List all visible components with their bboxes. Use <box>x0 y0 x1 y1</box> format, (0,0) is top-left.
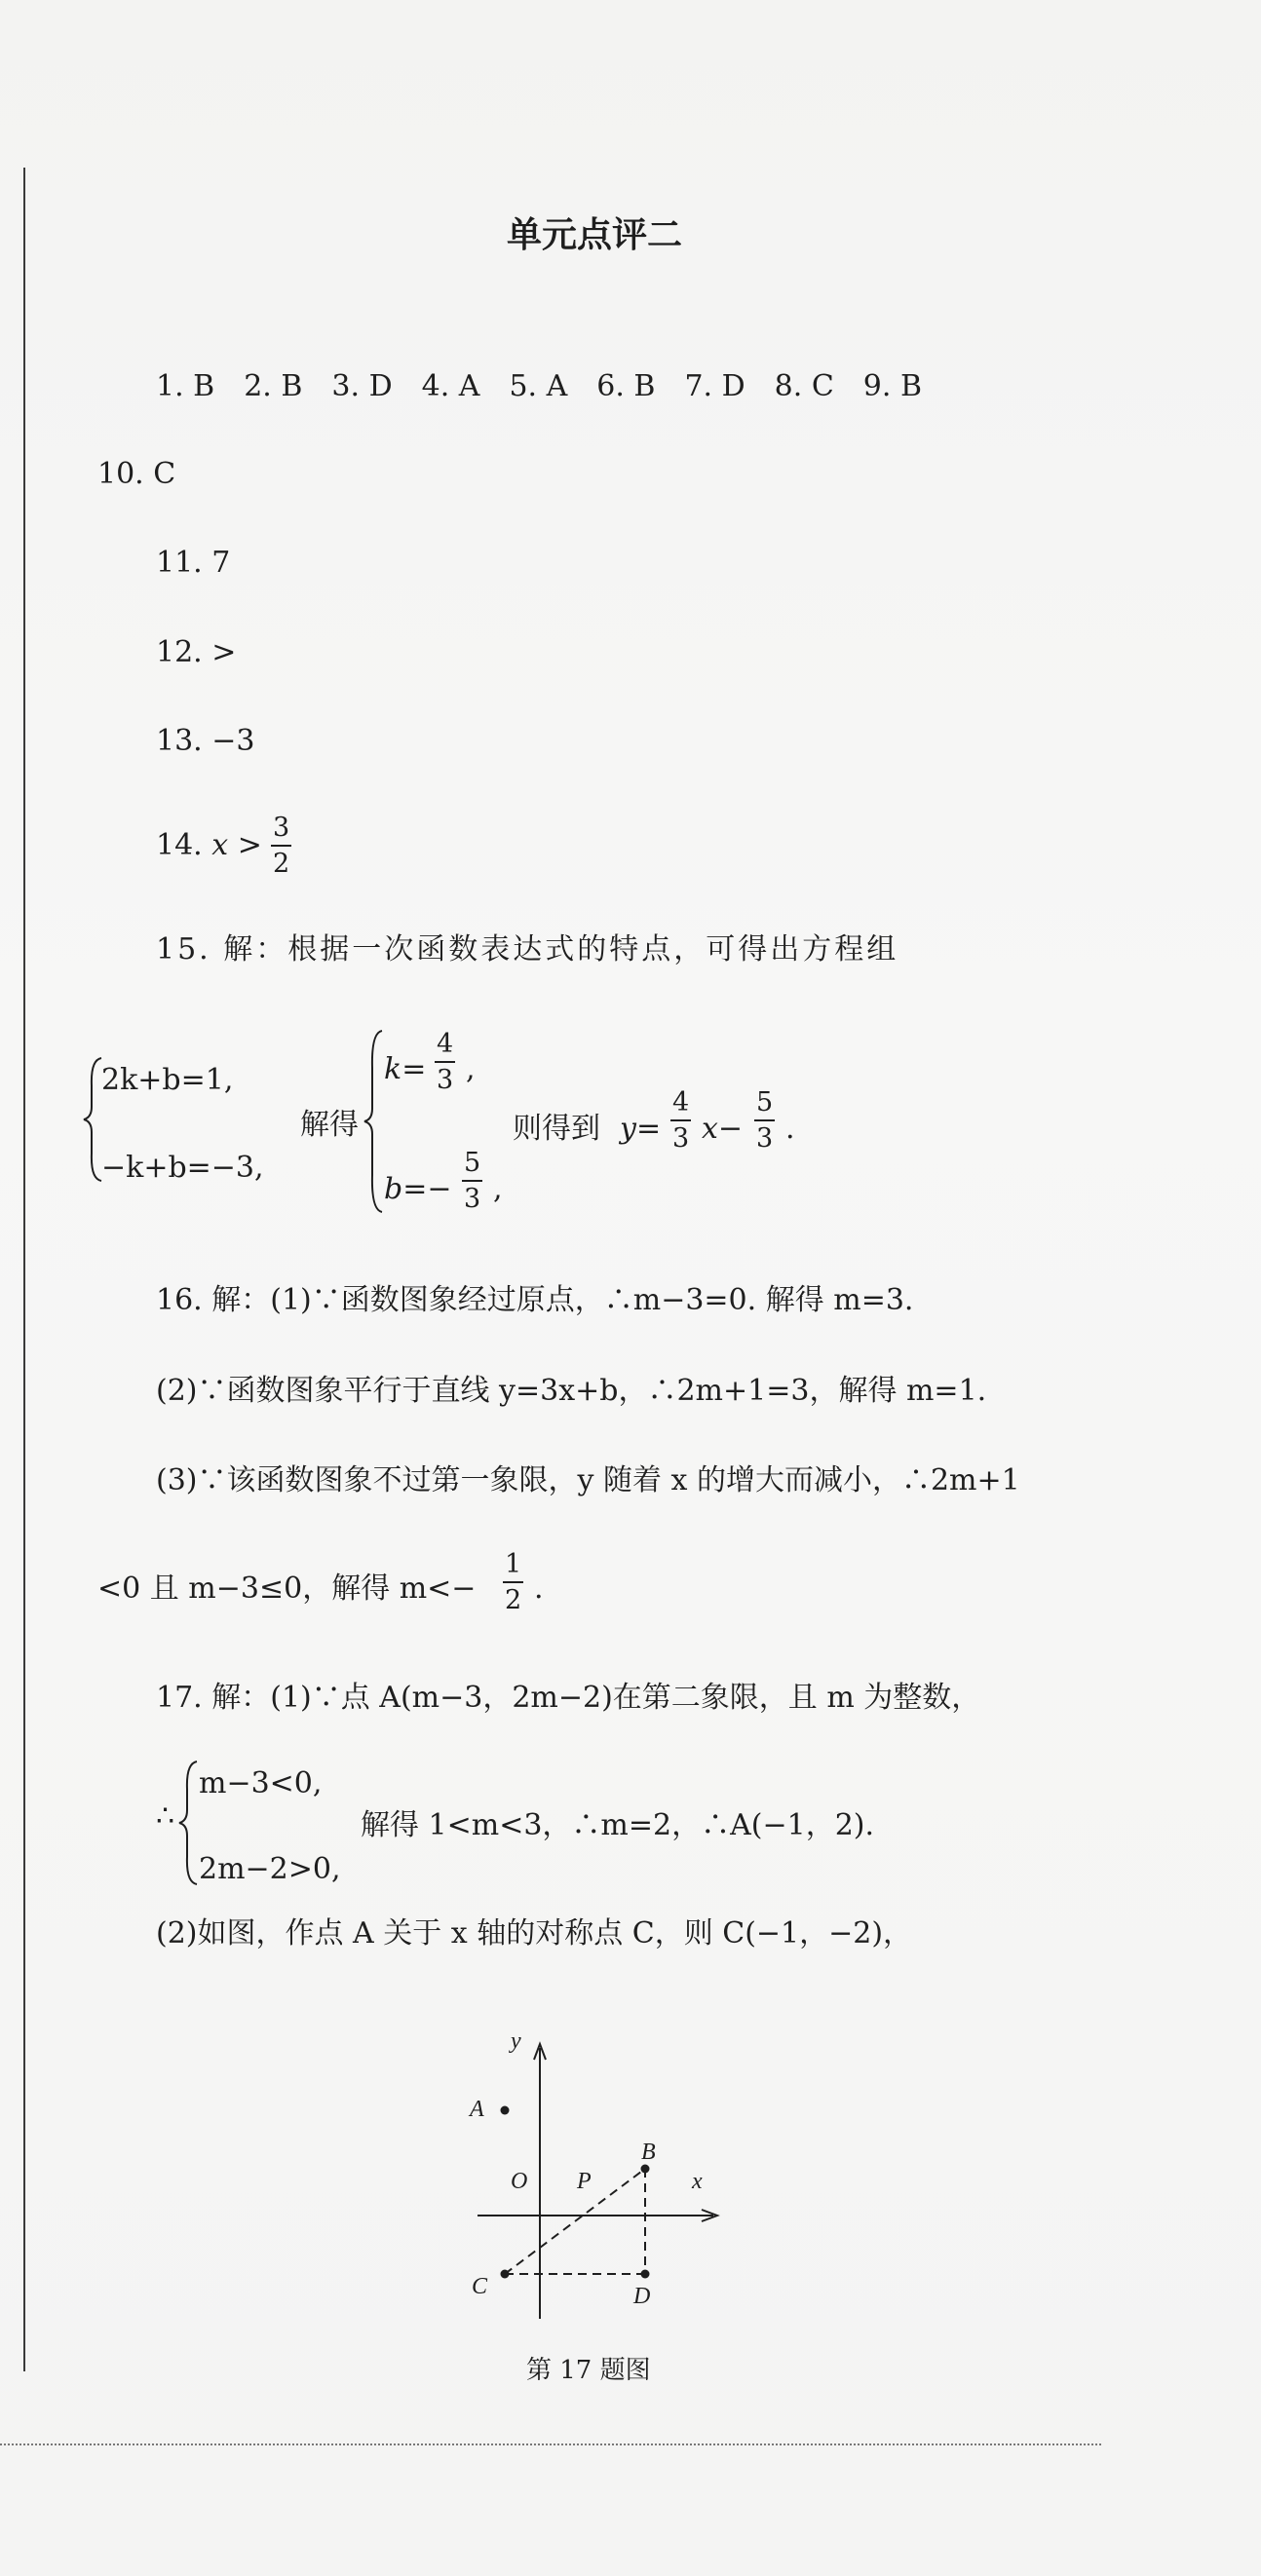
q16-part2: (2)∵函数图象平行于直线 y=3x+b，∴2m+1=3，解得 m=1. <box>156 1374 987 1408</box>
y-equation-lhs: y= <box>620 1112 662 1146</box>
solution-brace <box>363 1029 386 1214</box>
q16-part3: (3)∵该函数图象不过第一象限，y 随着 x 的增大而减小，∴2m+1 <box>156 1463 1020 1497</box>
answer-14: 14. x > <box>156 828 262 862</box>
q16-part1: 16. 解：(1)∵函数图象经过原点，∴m−3=0. 解得 m=3. <box>156 1283 914 1317</box>
k-tail: , <box>466 1052 476 1086</box>
b-fraction: $\frac{5}{3}$ <box>464 1148 481 1214</box>
y-fraction-2: $\frac{5}{3}$ <box>756 1087 774 1154</box>
point-c <box>501 2270 510 2279</box>
q16-tail: . <box>534 1572 544 1606</box>
inequality-2: 2m−2>0, <box>199 1852 341 1886</box>
inequality-1: m−3<0, <box>199 1766 323 1800</box>
answers-1-9: 1. B 2. B 3. D 4. A 5. A 6. B 7. D 8. C 9. B <box>156 369 923 403</box>
equation-2: −k+b=−3, <box>101 1151 264 1185</box>
label-y: y <box>511 2028 521 2054</box>
q17-solution: 解得 1<m<3，∴m=2，∴A(−1，2). <box>361 1808 875 1842</box>
label-d: D <box>633 2284 651 2309</box>
k-fraction: $\frac{4}{3}$ <box>437 1029 454 1095</box>
therefore-symbol: ∴ <box>156 1799 175 1834</box>
b-solution: b=− <box>384 1172 452 1206</box>
y-fraction-1: $\frac{4}{3}$ <box>672 1087 690 1154</box>
answer-14-fraction: $\frac{3}{2}$ <box>273 813 290 879</box>
solve-label: 解得 <box>300 1108 359 1142</box>
answer-10: 10. C <box>97 457 176 491</box>
inequality-brace <box>177 1760 201 1886</box>
page-title: 单元点评二 <box>507 215 683 255</box>
label-c: C <box>472 2274 488 2299</box>
q16-part3-cont: <0 且 m−3≤0，解得 m<− <box>97 1572 477 1606</box>
y-equation-tail: . <box>785 1112 795 1146</box>
label-b: B <box>641 2140 656 2165</box>
k-solution: k= <box>384 1052 427 1086</box>
then-label: 则得到 <box>513 1112 600 1146</box>
label-o: O <box>511 2169 528 2194</box>
answer-11: 11. 7 <box>156 546 231 580</box>
coordinate-figure <box>458 2036 731 2329</box>
figure-caption: 第 17 题图 <box>526 2356 651 2385</box>
answer-13: 13. −3 <box>156 724 255 758</box>
binding-margin-line <box>23 168 25 2371</box>
answer-12: 12. > <box>156 635 237 669</box>
label-a: A <box>470 2097 484 2122</box>
y-equation-mid: x− <box>702 1112 744 1146</box>
q17-part2: (2)如图，作点 A 关于 x 轴的对称点 C，则 C(−1，−2)， <box>156 1916 913 1951</box>
q16-fraction: $\frac{1}{2}$ <box>505 1549 522 1615</box>
q17-part1: 17. 解：(1)∵点 A(m−3，2m−2)在第二象限，且 m 为整数， <box>156 1681 981 1715</box>
point-d <box>641 2270 650 2279</box>
label-x: x <box>692 2169 703 2194</box>
bottom-dotted-divider <box>0 2443 1101 2445</box>
equation-1: 2k+b=1, <box>101 1063 234 1097</box>
q15-statement: 15. 解：根据一次函数表达式的特点，可得出方程组 <box>156 932 899 966</box>
label-p: P <box>577 2169 592 2194</box>
b-tail: , <box>493 1172 503 1206</box>
point-a <box>501 2106 510 2115</box>
